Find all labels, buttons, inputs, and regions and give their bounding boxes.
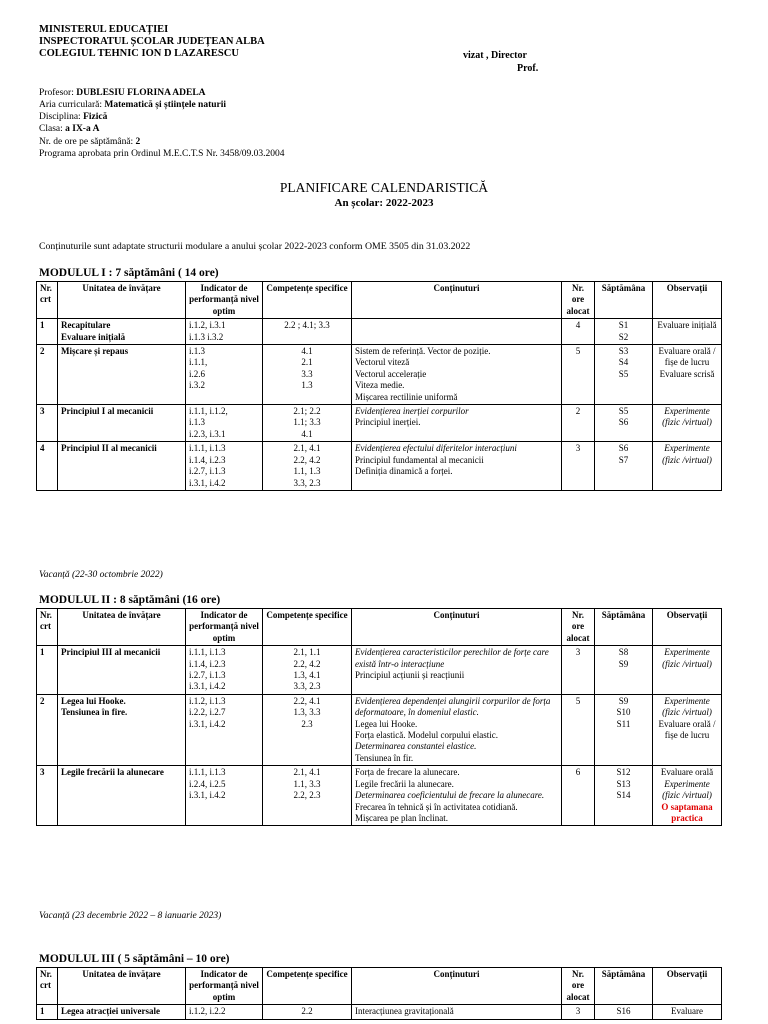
cell-line: S16 [616,1006,631,1017]
competence-cell [263,1005,352,1019]
content-cell [352,345,562,405]
info-clasa: Clasa: a IX-a A [39,124,100,134]
cell-line: 2.2, 4.1 [293,695,321,706]
cell-line: i.2.7, i.1.3 [189,466,226,477]
column-header: Unitatea de învățare [58,968,186,1005]
cell-line: i.1.2, i.3.1 [189,320,226,331]
content-cell [352,1005,562,1019]
cell-line: i.1.1, i.1.2, [189,406,228,417]
column-header: Conținuturi [352,282,562,319]
cell-line: 4.1 [301,428,313,439]
cell-line: Forța elastică. Modelul corpului elastic. [355,730,498,741]
column-header: Observații [653,609,722,646]
table-row [37,1005,722,1019]
table-row [37,694,722,765]
inspectorate-name: INSPECTORATUL ȘCOLAR JUDEȚEAN ALBA [39,36,265,47]
cell-line: Vectorul viteză [355,357,410,368]
cell-line: Legile frecării la alunecare [61,767,164,778]
indicator-cell [186,319,263,345]
week-cell [595,646,653,695]
cell-line: i.3.1, i.4.2 [189,477,226,488]
unit-cell [58,319,186,345]
cell-line: 2.1; 2.2 [293,406,321,417]
cell-line: S9 [618,658,629,669]
competence-cell [263,646,352,695]
cell-line: i.1.1, i.1.3 [189,767,226,778]
cell-line: i.1.4, i.2.3 [189,454,226,465]
week-cell [595,319,653,345]
module-3-table [36,967,722,1020]
week-cell [595,694,653,765]
cell-line: Evaluare orală / fișe de lucru [658,718,716,741]
table-row [37,319,722,345]
cell-line: S11 [616,718,631,729]
content-cell [352,442,562,491]
cell-line: Legea atracției universale [61,1006,160,1017]
cell-line: S9 [618,695,629,706]
cell-line: Evidențierea caracteristicilor perechilor de forțe care există într-o interacțiune [355,647,549,669]
cell-line: 2.1, 4.1 [293,443,321,454]
cell-line: Recapitulare [61,320,111,331]
cell-line: i.3.1, i.4.2 [189,681,226,692]
prof-label: Prof. [517,63,539,74]
hours-cell: 3 [562,1005,595,1019]
cell-line: S6 [618,417,629,428]
info-profesor: Profesor: DUBLESIU FLORINA ADELA [39,88,206,98]
cell-line: Legea lui Hooke. [355,718,418,729]
module-2-title: MODULUL II : 8 săptămâni (16 ore) [39,594,221,606]
module-3-title: MODULUL III ( 5 săptămâni – 10 ore) [39,953,230,965]
ministry-name: MINISTERUL EDUCAȚIEI [39,24,169,35]
cell-line: i.2.2, i.2.7 [189,707,226,718]
cell-line: Principiul III al mecanicii [61,647,161,658]
table-header-row [37,968,722,1005]
cell-line: Legile frecării la alunecare. [355,778,454,789]
vizat-label: vizat , Director [463,50,527,61]
table-row [37,766,722,826]
cell-line: Experimente (fizic /virtual) [662,695,712,718]
column-header: Nr. crt [37,609,58,646]
competence-cell [263,405,352,442]
cell-line: Experimente (fizic /virtual) [662,443,712,465]
column-header: Nr. crt [37,282,58,319]
nr-cell: 1 [37,319,58,345]
column-header: Indicator de performanță nivel optim [186,968,263,1005]
observation-cell [653,694,722,765]
nr-cell: 2 [37,345,58,405]
content-cell [352,646,562,695]
cell-line: 1.1; 3.3 [293,417,321,428]
observation-cell [653,319,722,345]
cell-line: Evaluare orală [660,767,714,778]
cell-line: S4 [618,357,629,368]
info-aria: Aria curriculară: Matematică și științele naturii [39,100,227,110]
cell-line: i.1.2, i.2.2 [189,1006,226,1017]
cell-line: S6 [618,443,629,454]
cell-line: 4.1 [301,346,313,357]
cell-line: 2.1 [301,357,313,368]
cell-line: 1.3, 4.1 [293,670,321,681]
cell-line: Evaluare orală / fișe de lucru [658,346,716,368]
observation-cell [653,345,722,405]
cell-line: 2.2, 4.2 [293,454,321,465]
cell-line: i.3.2 [189,380,206,391]
cell-line: i.1.2, i.1.3 [189,695,226,706]
competence-cell [263,766,352,826]
unit-cell [58,766,186,826]
cell-line: i.2.3, i.3.1 [189,428,226,439]
cell-line: Vectorul accelerație [355,368,427,379]
content-cell [352,405,562,442]
indicator-cell [186,646,263,695]
cell-line: Tensiunea în fir. [355,752,414,763]
unit-cell [58,442,186,491]
column-header: Nr. crt [37,968,58,1005]
cell-line: S5 [618,406,629,417]
column-header: Unitatea de învățare [58,609,186,646]
cell-line: Evaluare inițială [61,331,126,342]
cell-line: Viteza medie. [355,380,405,391]
indicator-cell [186,766,263,826]
table-header-row [37,609,722,646]
hours-cell: 6 [562,766,595,826]
cell-line: Legea lui Hooke. [61,695,126,706]
indicator-cell [186,442,263,491]
cell-line: Evaluare scrisă [659,368,715,379]
cell-line: Definiția dinamică a forței. [355,466,453,477]
cell-line: 2.2 ; 4.1; 3.3 [284,320,330,331]
module-1-title: MODULUL I : 7 săptămâni ( 14 ore) [39,267,219,279]
cell-line: Determinarea constantei elastice. [355,741,477,752]
cell-line: i.1.4, i.2.3 [189,658,226,669]
content-cell [352,319,562,345]
indicator-cell [186,405,263,442]
cell-line: Experimente (fizic /virtual) [662,647,712,669]
cell-line: i.2.4, i.2.5 [189,778,226,789]
table-row [37,442,722,491]
hours-cell: 2 [562,405,595,442]
unit-cell [58,694,186,765]
column-header: Nr. ore alocat [562,282,595,319]
cell-line: 2.2, 4.2 [293,658,321,669]
cell-line: S5 [618,368,629,379]
cell-line: 1.3, 3.3 [293,707,321,718]
observation-cell [653,766,722,826]
cell-line: 2.3 [301,718,313,729]
nr-cell: 3 [37,766,58,826]
cell-line: Frecarea în tehnică și în activitatea cotidiană. [355,801,518,812]
cell-line: i.1.3 i.3.2 [189,331,224,342]
hours-cell: 5 [562,345,595,405]
cell-line: Principiul fundamental al mecanicii [355,454,484,465]
cell-line: Interacțiunea gravitațională [355,1006,454,1017]
column-header: Indicator de performanță nivel optim [186,282,263,319]
cell-line: Principiul inerției. [355,417,421,428]
cell-line: 2.1, 1.1 [293,647,321,658]
cell-line: Experimente (fizic /virtual) [662,778,712,801]
cell-line: i.3.1, i.4.2 [189,790,226,801]
hours-cell: 3 [562,442,595,491]
cell-line: Principiul II al mecanicii [61,443,157,454]
cell-line: Evaluare inițială [657,320,717,331]
observation-cell [653,1005,722,1019]
column-header: Unitatea de învățare [58,282,186,319]
hours-cell: 3 [562,646,595,695]
content-cell [352,766,562,826]
cell-line: Mișcarea rectilinie uniformă [355,391,458,402]
week-cell [595,766,653,826]
week-cell [595,405,653,442]
cell-line: 2.1, 4.1 [293,767,321,778]
week-cell [595,1005,653,1019]
module-2-table [36,608,722,826]
cell-line: i.2.6 [189,368,206,379]
college-name: COLEGIUL TEHNIC ION D LAZARESCU [39,48,239,59]
hours-cell: 4 [562,319,595,345]
column-header: Observații [653,282,722,319]
cell-line: i.3.1, i.4.2 [189,718,226,729]
cell-line: S1 [618,320,629,331]
column-header: Competențe specifice [263,282,352,319]
table-row [37,345,722,405]
hours-cell: 5 [562,694,595,765]
nr-cell: 3 [37,405,58,442]
info-disciplina: Disciplina: Fizică [39,112,108,122]
cell-line: Forța de frecare la alunecare. [355,767,460,778]
cell-line: S2 [618,331,629,342]
nr-cell: 1 [37,1005,58,1019]
cell-line: 3.3, 2.3 [293,477,321,488]
cell-line: S3 [618,346,629,357]
competence-cell [263,442,352,491]
table-row [37,405,722,442]
column-header: Săptămâna [595,609,653,646]
indicator-cell [186,1005,263,1019]
observation-cell [653,442,722,491]
observation-cell [653,405,722,442]
cell-line: Experimente (fizic /virtual) [662,406,712,428]
column-header: Săptămâna [595,968,653,1005]
competence-cell [263,345,352,405]
cell-line: 2.2 [301,1006,313,1017]
info-ore: Nr. de ore pe săptămână: 2 [39,137,141,147]
cell-line: i.1.1, [189,357,208,368]
nr-cell: 1 [37,646,58,695]
cell-line: i.1.1, i.1.3 [189,443,226,454]
indicator-cell [186,345,263,405]
column-header: Indicator de performanță nivel optim [186,609,263,646]
table-row [37,646,722,695]
column-header: Săptămâna [595,282,653,319]
adaptation-note: Conținuturile sunt adaptate structurii modulare a anului școlar 2022-2023 conform OME 3505 din 31.03.2022 [39,241,471,252]
cell-line: Determinarea coeficientului de frecare la alunecare. [355,790,545,801]
cell-line: 3.3, 2.3 [293,681,321,692]
unit-cell [58,646,186,695]
cell-line: Evidențierea efectului diferitelor interacțiuni [355,443,517,454]
cell-line: i.1.3 [189,417,206,428]
competence-cell [263,694,352,765]
indicator-cell [186,694,263,765]
cell-line: Principiul I al mecanicii [61,406,154,417]
observation-cell [653,646,722,695]
unit-cell [58,345,186,405]
column-header: Conținuturi [352,609,562,646]
page-title: PLANIFICARE CALENDARISTICĂ [279,180,489,195]
cell-line: Mișcarea pe plan înclinat. [355,812,448,823]
table-header-row [37,282,722,319]
cell-line: Evidențierea inerției corpurilor [355,406,469,417]
column-header: Nr. ore alocat [562,968,595,1005]
cell-line: 1.1, 1.3 [293,466,321,477]
unit-cell [58,1005,186,1019]
cell-line: S13 [616,778,631,789]
vacation-2: Vacanță (23 decembrie 2022 – 8 ianuarie 2023) [39,911,222,921]
cell-line: S8 [618,647,629,658]
nr-cell: 2 [37,694,58,765]
cell-line: i.2.7, i.1.3 [189,670,226,681]
nr-cell: 4 [37,442,58,491]
cell-line: 3.3 [301,368,313,379]
cell-line: S7 [618,454,629,465]
column-header: Observații [653,968,722,1005]
cell-line: Principiul acțiunii și reacțiunii [355,670,465,681]
cell-line: i.1.1, i.1.3 [189,647,226,658]
vacation-1: Vacanță (22-30 octombrie 2022) [39,570,163,580]
info-programa: Programa aprobata prin Ordinul M.E.C.T.S Nr. 3458/09.03.2004 [39,149,285,159]
week-cell [595,442,653,491]
cell-line: i.1.3 [189,346,206,357]
cell-line: Evidențierea dependenței alungirii corpurilor de forța deformatoare, în domeniul elastic. [355,695,551,718]
cell-line: 1.3 [301,380,313,391]
competence-cell [263,319,352,345]
cell-line: 1.1, 3.3 [293,778,321,789]
column-header: Competențe specifice [263,609,352,646]
cell-line: Evaluare [671,1006,703,1017]
column-header: Nr. ore alocat [562,609,595,646]
cell-line: S10 [616,707,631,718]
module-1-table [36,281,722,491]
cell-line: Mișcare și repaus [61,346,129,357]
week-cell [595,345,653,405]
cell-line: Tensiunea în fire. [61,707,128,718]
school-year: An școlar: 2022-2023 [334,197,434,209]
content-cell [352,694,562,765]
cell-line: 2.2, 2.3 [293,790,321,801]
column-header: Conținuturi [352,968,562,1005]
unit-cell [58,405,186,442]
cell-line: Sistem de referință. Vector de poziție. [355,346,491,357]
column-header: Competențe specifice [263,968,352,1005]
cell-line: S12 [616,767,631,778]
cell-line: S14 [616,790,631,801]
cell-line: O saptamana practica [661,801,713,823]
